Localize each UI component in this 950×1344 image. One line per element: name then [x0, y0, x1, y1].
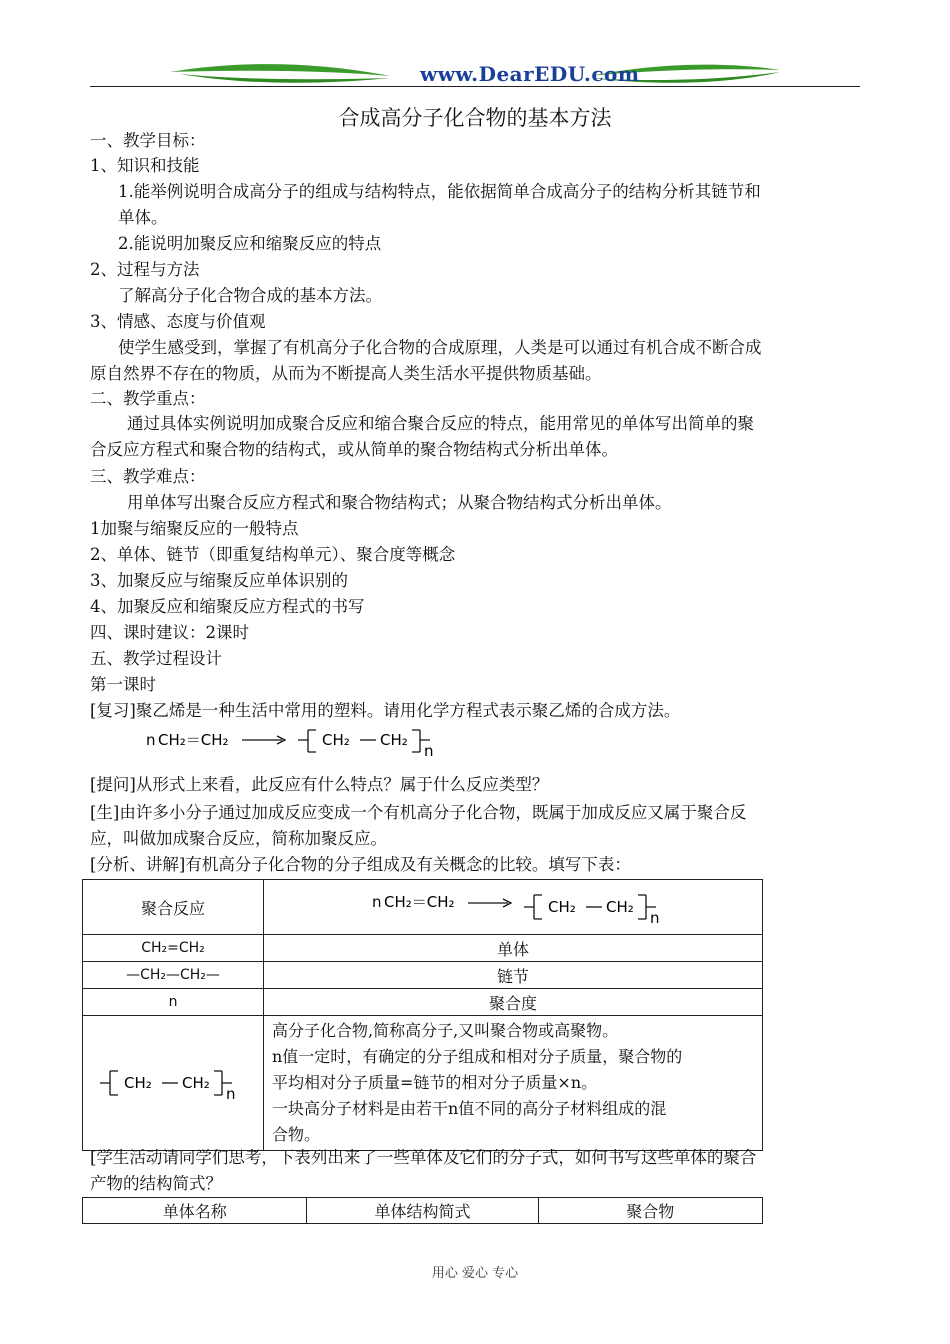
unit-left: CH₂	[124, 1074, 152, 1092]
text-line: 通过具体实例说明加成聚合反应和缩合聚合反应的特点，能用常见的单体写出简单的聚	[127, 414, 754, 433]
text-line: [生]由许多小分子通过加成反应变成一个有机高分子化合物，既属于加成反应又属于聚合反	[90, 803, 747, 822]
text-line: 2.能说明加聚反应和缩聚反应的特点	[118, 234, 382, 253]
polymerization-equation	[140, 722, 460, 762]
eq-left-bracket-icon	[524, 895, 542, 919]
text-line: 一、教学目标：	[90, 131, 206, 150]
eq-subscript: n	[424, 742, 434, 760]
text-line: [学生活动请同学们思考，下表列出来了一些单体及它们的分子式，如何书写这些单体的聚合	[90, 1148, 757, 1167]
table-cell-description	[264, 1016, 763, 1151]
text-line: 单体。	[118, 208, 168, 227]
page-footer: 用心 爱心 专心	[431, 1266, 519, 1281]
eq-unit-left: CH₂	[548, 898, 576, 916]
eq-unit-right: CH₂	[606, 898, 634, 916]
polymer-structure	[98, 1063, 248, 1103]
table-cell-equation	[264, 880, 763, 935]
eq-reactant: CH₂＝CH₂	[158, 731, 229, 749]
text-line: 三、教学难点：	[90, 467, 206, 486]
text-line: 3、加聚反应与缩聚反应单体识别的	[90, 571, 348, 590]
eq-unit-left: CH₂	[322, 731, 350, 749]
table-cell: 链节	[264, 962, 763, 989]
header-divider	[90, 86, 860, 87]
table-cell: 聚合反应	[83, 880, 264, 935]
table-header: 聚合物	[538, 1198, 762, 1224]
concept-table	[82, 879, 763, 1151]
text-line: 使学生感受到，掌握了有机高分子化合物的合成原理，人类是可以通过有机合成不断合成	[118, 338, 762, 357]
table-header: 单体名称	[83, 1198, 307, 1224]
text-line: 2、单体、链节（即重复结构单元）、聚合度等概念	[90, 545, 456, 564]
table-cell: 聚合度	[264, 989, 763, 1016]
text-line: [提问]从形式上来看，此反应有什么特点？属于什么反应类型？	[90, 775, 549, 794]
table-cell: n	[83, 989, 264, 1016]
desc-line: 高分子化合物,简称高分子,又叫聚合物或高聚物。	[272, 1021, 619, 1040]
text-line: 1、知识和技能	[90, 156, 200, 175]
text-line: 合反应方程式和聚合物的结构式，或从简单的聚合物结构式分析出单体。	[90, 440, 618, 459]
text-line: 原自然界不存在的物质，从而为不断提高人类生活水平提供物质基础。	[90, 364, 602, 383]
page-title: 合成高分子化合物的基本方法	[338, 106, 612, 130]
text-line: 产物的结构简式？	[90, 1174, 222, 1193]
table-cell: —CH₂—CH₂—	[83, 962, 264, 989]
desc-line: 合物。	[272, 1125, 321, 1144]
table-cell-structure	[83, 1016, 264, 1151]
desc-line: 一块高分子材料是由若干n值不同的高分子材料组成的混	[272, 1099, 667, 1118]
text-line: 2、过程与方法	[90, 260, 200, 279]
text-line: 3、情感、态度与价值观	[90, 312, 266, 331]
monomer-table	[82, 1197, 763, 1224]
desc-line: n值一定时，有确定的分子组成和相对分子质量，聚合物的	[272, 1047, 683, 1066]
text-line: 1加聚与缩聚反应的一般特点	[90, 519, 299, 538]
subscript: n	[226, 1085, 236, 1103]
left-bracket-icon	[100, 1071, 118, 1095]
text-line: 第一课时	[90, 675, 156, 694]
eq-unit-right: CH₂	[380, 731, 408, 749]
unit-right: CH₂	[182, 1074, 210, 1092]
eq-n: n	[372, 893, 382, 911]
site-logo-text[interactable]: www.DearEDU.com	[420, 62, 640, 86]
eq-n: n	[146, 731, 156, 749]
text-line: 四、课时建议：2课时	[90, 623, 249, 642]
table-cell: 单体	[264, 935, 763, 962]
eq-reactant: CH₂＝CH₂	[384, 893, 455, 911]
table-equation	[366, 887, 686, 927]
text-line: [复习]聚乙烯是一种生活中常用的塑料。请用化学方程式表示聚乙烯的合成方法。	[90, 701, 681, 720]
text-line: 二、教学重点：	[90, 389, 206, 408]
text-line: 五、教学过程设计	[90, 649, 222, 668]
table-header: 单体结构简式	[307, 1198, 538, 1224]
eq-left-bracket-icon	[298, 730, 316, 752]
text-line: 1.能举例说明合成高分子的组成与结构特点，能依据简单合成高分子的结构分析其链节和	[118, 182, 761, 201]
desc-line: 平均相对分子质量=链节的相对分子质量×n。	[272, 1073, 598, 1092]
eq-subscript: n	[650, 909, 660, 927]
text-line: 4、加聚反应和缩聚反应方程式的书写	[90, 597, 365, 616]
text-line: [分析、讲解]有机高分子化合物的分子组成及有关概念的比较。填写下表：	[90, 855, 631, 874]
text-line: 应，叫做加成聚合反应，简称加聚反应。	[90, 829, 387, 848]
text-line: 了解高分子化合物合成的基本方法。	[118, 286, 382, 305]
text-line: 用单体写出聚合反应方程式和聚合物结构式；从聚合物结构式分析出单体。	[127, 493, 672, 512]
table-cell: CH₂=CH₂	[83, 935, 264, 962]
